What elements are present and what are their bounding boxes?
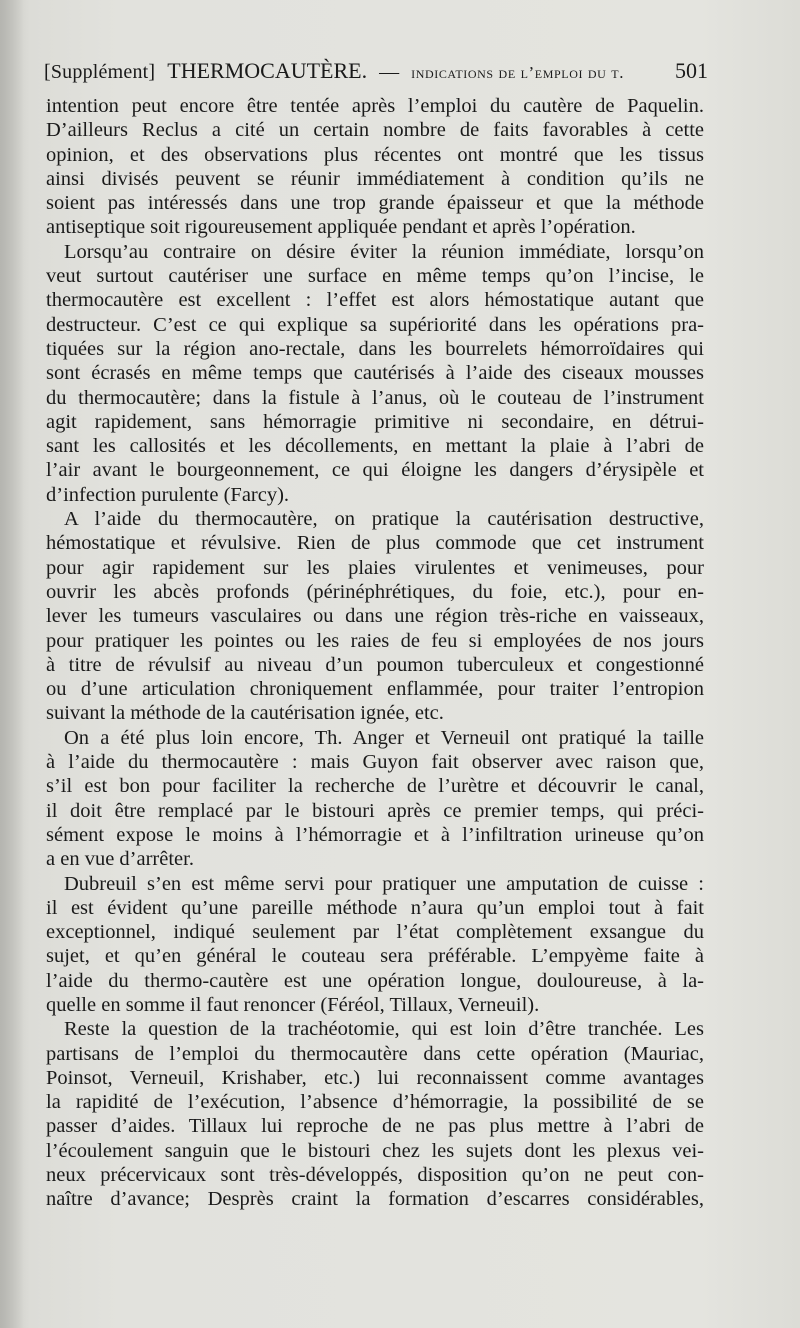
text-line: ainsi divisés peuvent se réunir immédiatement à condition qu’ils ne (46, 167, 704, 190)
page-gutter-shadow (0, 0, 24, 1328)
text-line: s’il est bon pour faciliter la recherche de l’urètre et découvrir le canal, (46, 775, 704, 798)
text-line: l’aide du thermo-cautère est une opération longue, douloureuse, à la- (46, 969, 704, 992)
text-line: Lorsqu’au contraire on désire éviter la réunion immédiate, lorsqu’on (64, 240, 704, 263)
text-line: thermocautère est excellent : l’effet est alors hémostatique autant que (46, 289, 704, 312)
text-line: quelle en somme il faut renoncer (Féréol, Tillaux, Verneuil). (46, 993, 540, 1016)
text-line: lever les tumeurs vasculaires ou dans une région très-riche en vaisseaux, (46, 605, 704, 628)
page-number: 501 (675, 58, 708, 83)
text-line: d’infection purulente (Farcy). (46, 483, 290, 506)
body-text (46, 94, 704, 1212)
text-line: On a été plus loin encore, Th. Anger et Verneuil ont pratiqué la taille (64, 726, 704, 749)
text-line: pour agir rapidement sur les plaies virulentes et venimeuses, pour (46, 556, 704, 579)
section-label: [Supplément] (44, 61, 156, 83)
text-line: neux précervicaux sont très-développés, disposition qu’on ne peut con- (46, 1164, 704, 1187)
header-title: THERMOCAUTÈRE. (167, 58, 368, 83)
text-line: la rapidité de l’exécution, l’absence d’hémorragie, la possibilité de se (46, 1091, 704, 1114)
text-line: l’écoulement sanguin que le bistouri chez les sujets dont les plexus vei- (46, 1139, 704, 1162)
text-line: du thermocautère; dans la fistule à l’anus, où le couteau de l’instrument (46, 386, 704, 409)
text-line: à titre de révulsif au niveau d’un poumon tuberculeux et congestionné (46, 653, 704, 676)
text-line: Dubreuil s’en est même servi pour pratiquer une amputation de cuisse : (64, 872, 704, 895)
text-line: A l’aide du thermocautère, on pratique la cautérisation destructive, (64, 508, 704, 531)
text-line: Reste la question de la trachéotomie, qui est loin d’être tranchée. Les (64, 1018, 704, 1041)
text-line: sément expose le moins à l’hémorragie et à l’infiltration urineuse qu’on (46, 823, 704, 846)
text-line: hémostatique et révulsive. Rien de plus commode que cet instrument (46, 532, 704, 555)
text-line: sant les callosités et les décollements, en mettant la plaie à l’abri de (46, 435, 704, 458)
running-header (44, 58, 708, 88)
text-line: passer d’aides. Tillaux lui reproche de ne pas plus mettre à l’abri de (46, 1115, 704, 1138)
text-line: ouvrir les abcès profonds (périnéphrétiques, du foie, etc.), pour en- (46, 580, 704, 603)
text-line: ou d’une articulation chroniquement enflammée, pour traiter l’entropion (46, 678, 704, 701)
text-line: il est évident qu’une pareille méthode n’aura qu’un emploi tout à fait (46, 896, 704, 919)
text-line: il doit être remplacé par le bistouri après ce premier temps, qui préci- (46, 799, 704, 822)
text-line: sujet, et qu’en général le couteau sera préférable. L’empyème faite à (46, 945, 704, 968)
text-line: a en vue d’arrêter. (46, 848, 194, 871)
text-line: antiseptique soit rigoureusement appliquée pendant et après l’opération. (46, 216, 636, 239)
text-line: à l’aide du thermocautère : mais Guyon fait observer avec raison que, (46, 751, 704, 774)
text-line: naître d’avance; Desprès craint la formation d’escarres considérables, (46, 1188, 704, 1211)
text-line: intention peut encore être tentée après l’emploi du cautère de Paquelin. (46, 95, 704, 117)
text-line: l’air avant le bourgeonnement, ce qui éloigne les dangers d’érysipèle et (46, 459, 704, 482)
text-line: agit rapidement, sans hémorragie primitive ni secondaire, en détrui- (46, 410, 704, 433)
text-line: veut surtout cautériser une surface en même temps qu’on l’incise, le (46, 265, 704, 288)
header-dash: — (379, 61, 400, 83)
text-line: Poinsot, Verneuil, Krishaber, etc.) lui reconnaissent comme avantages (46, 1066, 704, 1089)
header-subtitle: indications de l’emploi du t. (411, 63, 625, 82)
text-line: D’ailleurs Reclus a cité un certain nombre de faits favorables à cette (46, 119, 704, 142)
text-line: destructeur. C’est ce qui explique sa supériorité dans les opérations pra- (46, 313, 704, 336)
text-line: opinion, et des observations plus récentes ont montré que les tissus (46, 143, 704, 166)
text-line: pour pratiquer les pointes ou les raies de feu si employées de nos jours (46, 629, 704, 652)
text-line: sont écrasés en même temps que cautérisés à l’aide des ciseaux mousses (46, 362, 704, 385)
text-line: soient pas intéressés dans une trop grande épaisseur et que la méthode (46, 192, 704, 215)
text-line: partisans de l’emploi du thermocautère dans cette opération (Mauriac, (46, 1042, 704, 1065)
text-line: suivant la méthode de la cautérisation ignée, etc. (46, 702, 444, 725)
text-line: exceptionnel, indiqué seulement par l’état complètement exsangue du (46, 921, 704, 944)
text-line: tiquées sur la région ano-rectale, dans les bourrelets hémorroïdaires qui (46, 337, 704, 360)
